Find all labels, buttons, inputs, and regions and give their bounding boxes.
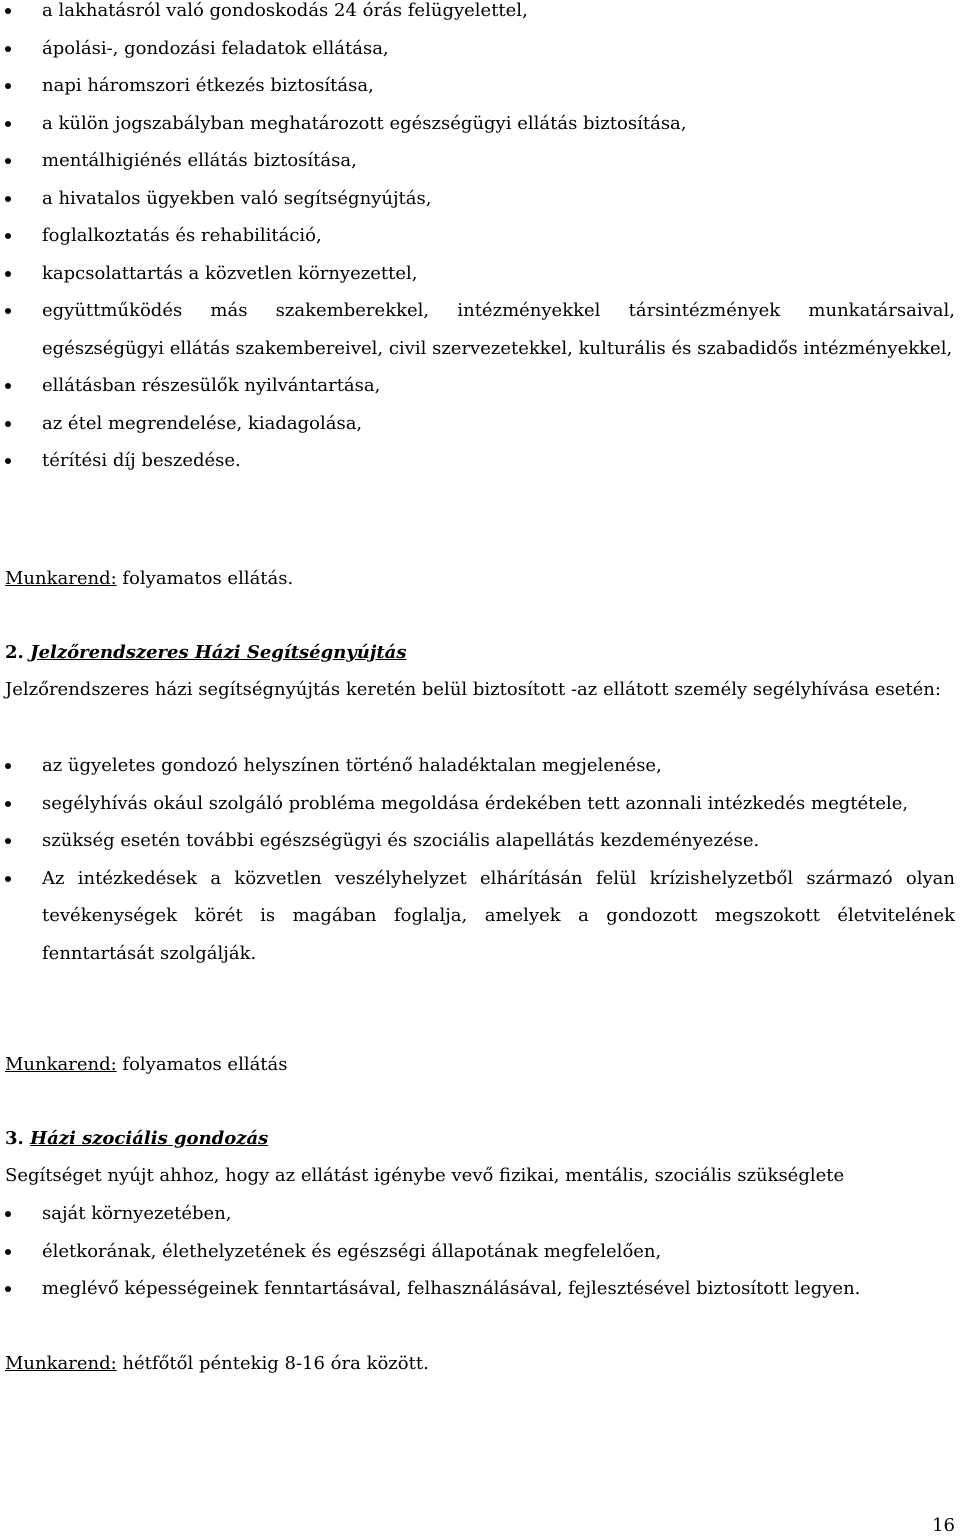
list-item: szükség esetén további egészségügyi és szociális alapellátás kezdeményezése. — [5, 822, 955, 860]
page-number: 16 — [932, 1515, 955, 1536]
section-number: 2. — [5, 642, 24, 663]
list-item: saját környezetében, — [5, 1195, 955, 1233]
section-2-list — [5, 747, 955, 972]
section-3-list — [5, 1195, 955, 1308]
work-schedule-value: hétfőtől péntekig 8-16 óra között. — [116, 1353, 429, 1374]
list-item: kapcsolattartás a közvetlen környezettel, — [5, 255, 955, 293]
list-item: foglalkoztatás és rehabilitáció, — [5, 217, 955, 255]
list-item: az étel megrendelése, kiadagolása, — [5, 405, 955, 443]
list-item: a külön jogszabályban meghatározott egészségügyi ellátás biztosítása, — [5, 105, 955, 143]
list-item: napi háromszori étkezés biztosítása, — [5, 67, 955, 105]
list-item: ellátásban részesülők nyilvántartása, — [5, 367, 955, 405]
work-schedule-label: Munkarend: — [5, 568, 117, 589]
section-title: Jelzőrendszeres Házi Segítségnyújtás — [30, 642, 407, 663]
list-item: meglévő képességeinek fenntartásával, felhasználásával, fejlesztésével biztosított legyen. — [5, 1270, 955, 1308]
work-schedule-3 — [5, 1345, 955, 1383]
list-item: a lakhatásról való gondoskodás 24 órás felügyelettel, — [5, 0, 955, 30]
work-schedule-label: Munkarend: — [5, 1054, 117, 1075]
section-3-heading — [5, 1120, 955, 1158]
list-item: Az intézkedések a közvetlen veszélyhelyzet elhárításán felül krízishelyzetből származó olyan tevékenységek körét is magában foglalja, amelyek a gondozott megszokott életvitelének fenntartását szolgálják. — [5, 860, 955, 973]
work-schedule-2 — [5, 1046, 955, 1084]
work-schedule-label: Munkarend: — [5, 1353, 117, 1374]
list-item: az ügyeletes gondozó helyszínen történő haladéktalan megjelenése, — [5, 747, 955, 785]
list-item: segélyhívás okául szolgáló probléma megoldása érdekében tett azonnali intézkedés megtétele, — [5, 785, 955, 823]
section-3-intro: Segítséget nyújt ahhoz, hogy az ellátást igénybe vevő fizikai, mentális, szociális szükséglete — [5, 1165, 845, 1186]
work-schedule-value: folyamatos ellátás — [116, 1054, 288, 1075]
section-title: Házi szociális gondozás — [30, 1128, 269, 1149]
list-item: életkorának, élethelyzetének és egészségi állapotának megfelelően, — [5, 1233, 955, 1271]
list-item: mentálhigiénés ellátás biztosítása, — [5, 142, 955, 180]
list-item: térítési díj beszedése. — [5, 442, 955, 480]
section-2-intro: Jelzőrendszeres házi segítségnyújtás keretén belül biztosított -az ellátott személy segélyhívása esetén: — [5, 679, 941, 700]
services-list — [5, 0, 955, 480]
work-schedule-value: folyamatos ellátás. — [116, 568, 294, 589]
work-schedule-1 — [5, 560, 955, 598]
list-item: ápolási-, gondozási feladatok ellátása, — [5, 30, 955, 68]
list-item: együttműködés más szakemberekkel, intézményekkel társintézmények munkatársaival, egészségügyi ellátás szakembereivel, civil szervezetekkel, kulturális és szabadidős intézményekkel, — [5, 292, 955, 367]
section-2-heading — [5, 634, 955, 672]
list-item: a hivatalos ügyekben való segítségnyújtás, — [5, 180, 955, 218]
section-number: 3. — [5, 1128, 24, 1149]
